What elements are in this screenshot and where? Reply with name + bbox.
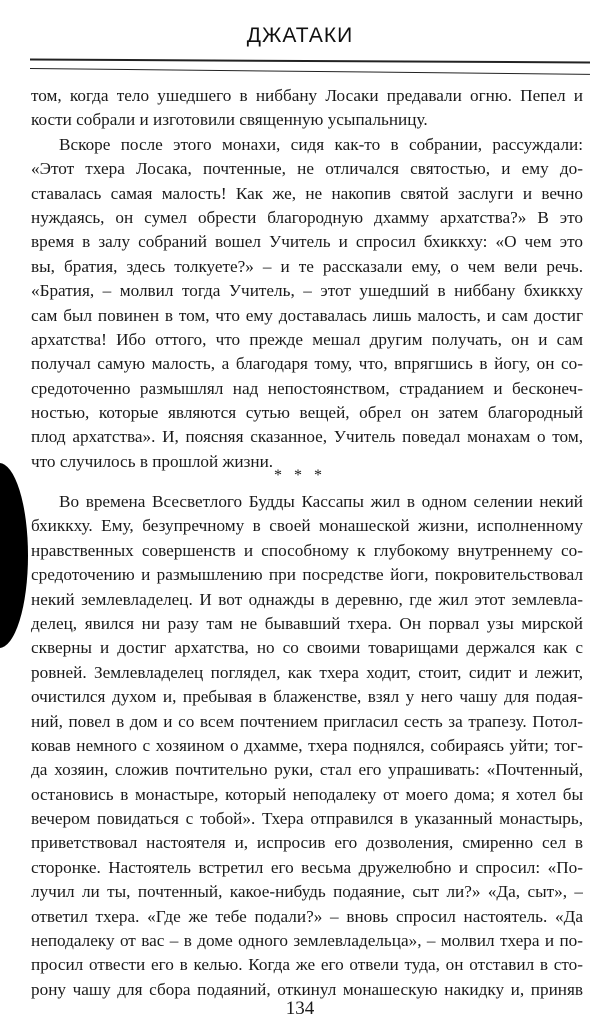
text-line: бхиккху. Ему, безупречному в своей монашеской жизни, исполненному bbox=[31, 516, 583, 536]
text-line: «Братия, – молвил тогда Учитель, – этот ушедший в ниббану бхиккху bbox=[31, 281, 583, 301]
text-line: приветствовал настоятеля и, испросив его дозволения, смиренно сел в bbox=[31, 833, 583, 853]
text-line: нравственных совершенств и способному к глубокому внутреннему со- bbox=[31, 540, 583, 560]
header-rule bbox=[30, 68, 590, 75]
text-line: остановись в монастыре, который неподалеку от моего дома; я хотел бы bbox=[31, 784, 583, 804]
text-line: сторонке. Настоятель встретил его весьма дружелюбно и спросил: «По- bbox=[31, 857, 583, 877]
text-line: ковав немного с хозяином о дхамме, тхера поднялся, собираясь уйти; тог- bbox=[31, 735, 583, 755]
text-line: вы, братия, здесь толкуете?» – и те рассказали ему, о чем вели речь. bbox=[31, 256, 583, 276]
header-rule bbox=[30, 59, 590, 64]
text-line: архатства! Ибо оттого, что прежде мешал другим получать, он и сам bbox=[31, 329, 583, 349]
text-line: некий землевладелец. И вот однажды в деревню, где жил этот землевла- bbox=[31, 589, 583, 609]
text-line: ний, повел в дом и со всем почтением пригласил сесть за трапезу. Потол- bbox=[31, 711, 583, 731]
text-line: лучил ли ты, почтенный, какое-нибудь подаяние, сыт ли?» «Да, сыт», – bbox=[31, 882, 583, 902]
text-line: ответил тхера. «Где же тебе подали?» – вновь спросил настоятель. «Да bbox=[31, 906, 583, 926]
running-header: ДЖАТАКИ bbox=[246, 24, 354, 47]
text-line: плод архатства». И, поясняя сказанное, Учитель поведал монахам о том, bbox=[31, 427, 583, 447]
page-number: 134 bbox=[285, 998, 315, 1019]
text-line: сам был повинен в том, что ему доставалась лишь малость, и сам достиг bbox=[31, 305, 583, 325]
text-line: ставалась самая малость! Как же, не накопив святой заслуги и вечно bbox=[31, 183, 583, 203]
text-line: средоточенно размышлял над непостоянством, страданием и бесконеч- bbox=[31, 378, 583, 398]
text-line: нуждаясь, он сумел обрести благородную дхамму архатства?» В это bbox=[31, 207, 583, 227]
text-line: вечером повидаться с тобой». Тхера отправился в указанный монастырь, bbox=[31, 809, 583, 829]
text-line: «Этот тхера Лосака, почтенные, не отличался святостью, и ему до- bbox=[31, 159, 583, 179]
text-line: время в залу собраний вошел Учитель и спросил бхиккху: «О чем это bbox=[31, 232, 583, 252]
text-line: рону чашу для сбора подаяний, откинул монашескую накидку и, приняв bbox=[31, 979, 583, 999]
text-line: ровней. Землевладелец поглядел, как тхера ходит, стоит, сидит и лежит, bbox=[31, 662, 583, 682]
text-line: да хозяин, сложив почтительно руки, стал его упрашивать: «Почтенный, bbox=[31, 760, 583, 780]
text-line: просил отвести его в келью. Когда же его отвели туда, он отставил в сто- bbox=[31, 955, 583, 975]
text-line: делец, явился ни разу там не бывавший тхера. Он порвал узы мирской bbox=[31, 613, 583, 633]
text-section-2 bbox=[31, 490, 583, 1002]
text-line: том, когда тело ушедшего в ниббану Лосаки предавали огню. Пепел и bbox=[31, 86, 583, 105]
text-line: получал самую малость, а благодаря тому, что, впрягшись в йогу, он со- bbox=[31, 354, 583, 374]
text-line: неподалеку от вас – в доме одного землевладельца», – молвил тхера и по- bbox=[31, 931, 583, 951]
text-line: ностью, которые являются сутью вещей, обрел он затем благородный bbox=[31, 403, 583, 423]
text-line: кости собрали и изготовили священную усыпальницу. bbox=[31, 110, 428, 130]
text-line: Во времена Всесветлого Будды Кассапы жил в одном селении некий bbox=[59, 492, 583, 511]
text-line: скверны и достиг архатства, но со своими товарищами держался как с bbox=[31, 638, 583, 658]
section-separator: * * * bbox=[274, 467, 326, 484]
text-section-1 bbox=[31, 84, 583, 474]
text-line: Вскоре после этого монахи, сидя как-то в собрании, рассуждали: bbox=[59, 134, 583, 154]
text-line: средоточению и размышлению при посредстве йоги, покровительствовал bbox=[31, 565, 583, 585]
text-line: что случилось в прошлой жизни. bbox=[31, 451, 274, 471]
text-line: очистился духом и, пребывая в блаженстве, взял у него чашу для подая- bbox=[31, 687, 583, 707]
scan-artifact bbox=[0, 463, 28, 648]
